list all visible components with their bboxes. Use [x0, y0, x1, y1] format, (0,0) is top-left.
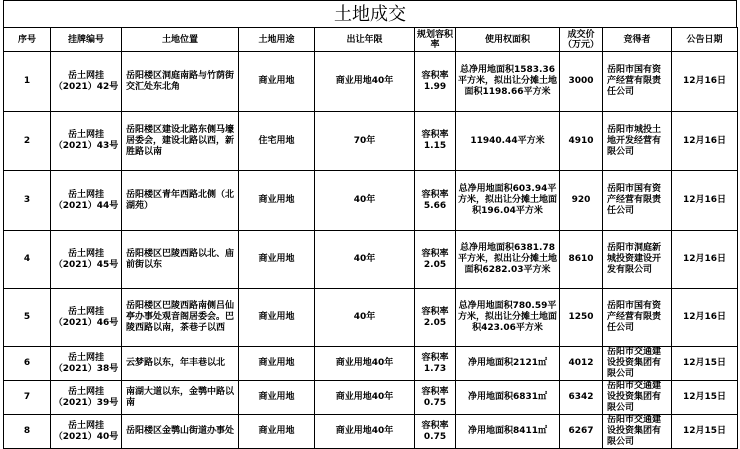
- cell-term: 商业用地40年: [315, 415, 415, 449]
- cell-use: 商业用地: [239, 347, 315, 381]
- cell-buyer: 岳阳市城投土地开发经营有限公司: [603, 112, 672, 171]
- cell-far: 容积率2.05: [415, 289, 456, 347]
- col-header-far: 规划容积率: [415, 28, 456, 52]
- col-header-price: 成交价（万元）: [560, 28, 603, 52]
- cell-location: 岳阳楼区巴陵西路南侧吕仙亭办事处观音阁居委会。巴陵西路以南，茶巷子以西: [122, 289, 239, 347]
- cell-listing-no: 岳土网挂（2021）45号: [51, 231, 122, 289]
- cell-date: 12月16日: [672, 112, 738, 171]
- cell-term: 商业用地40年: [315, 381, 415, 415]
- cell-price: 6267: [560, 415, 603, 449]
- cell-listing-no: 岳土网挂（2021）40号: [51, 415, 122, 449]
- col-header-index: 序号: [4, 28, 51, 52]
- cell-index: 2: [4, 112, 51, 171]
- cell-term: 商业用地40年: [315, 347, 415, 381]
- cell-buyer: 岳阳市国有资产经营有限责任公司: [603, 52, 672, 112]
- cell-far: 容积率1.15: [415, 112, 456, 171]
- cell-date: 12月16日: [672, 52, 738, 112]
- col-header-buyer: 竞得者: [603, 28, 672, 52]
- cell-term: 40年: [315, 289, 415, 347]
- cell-price: 4910: [560, 112, 603, 171]
- cell-date: 12月15日: [672, 415, 738, 449]
- cell-area: 11940.44平方米: [456, 112, 560, 171]
- cell-use: 住宅用地: [239, 112, 315, 171]
- cell-location: 岳阳楼区洞庭南路与竹荫街交汇处东北角: [122, 52, 239, 112]
- land-transaction-sheet: [3, 0, 737, 449]
- sheet-title: 土地成交: [3, 0, 737, 27]
- cell-date: 12月16日: [672, 171, 738, 231]
- cell-price: 4012: [560, 347, 603, 381]
- cell-listing-no: 岳土网挂（2021）39号: [51, 381, 122, 415]
- cell-listing-no: 岳土网挂（2021）42号: [51, 52, 122, 112]
- cell-location: 云梦路以东，年丰巷以北: [122, 347, 239, 381]
- cell-price: 920: [560, 171, 603, 231]
- table-row: [4, 347, 738, 381]
- cell-index: 4: [4, 231, 51, 289]
- cell-location: 岳阳楼区建设北路东侧马壕居委会，建设北路以西，新胜路以南: [122, 112, 239, 171]
- cell-far: 容积率0.75: [415, 415, 456, 449]
- col-header-use: 土地用途: [239, 28, 315, 52]
- cell-price: 6342: [560, 381, 603, 415]
- cell-area: 总净用地面积6381.78平方米，拟出让分摊土地面积6282.03平方米: [456, 231, 560, 289]
- cell-term: 70年: [315, 112, 415, 171]
- cell-area: 净用地面积8411㎡: [456, 415, 560, 449]
- cell-date: 12月16日: [672, 289, 738, 347]
- cell-use: 商业用地: [239, 289, 315, 347]
- table-row: [4, 171, 738, 231]
- table-row: [4, 289, 738, 347]
- cell-area: 总净用地面积603.94平方米，拟出让分摊土地面积196.04平方米: [456, 171, 560, 231]
- table-row: [4, 231, 738, 289]
- cell-location: 岳阳楼区金鹗山街道办事处: [122, 415, 239, 449]
- cell-index: 5: [4, 289, 51, 347]
- col-header-date: 公告日期: [672, 28, 738, 52]
- cell-far: 容积率0.75: [415, 381, 456, 415]
- cell-use: 商业用地: [239, 171, 315, 231]
- cell-date: 12月16日: [672, 231, 738, 289]
- cell-use: 商业用地: [239, 52, 315, 112]
- cell-index: 6: [4, 347, 51, 381]
- table-row: [4, 381, 738, 415]
- table-row: [4, 52, 738, 112]
- cell-use: 商业用地: [239, 415, 315, 449]
- cell-area: 总净用地面积780.59平方米，拟出让分摊土地面积423.06平方米: [456, 289, 560, 347]
- header-row: [4, 28, 738, 52]
- table-row: [4, 112, 738, 171]
- cell-price: 3000: [560, 52, 603, 112]
- cell-buyer: 岳阳市交通建设投资集团有限公司: [603, 381, 672, 415]
- cell-listing-no: 岳土网挂（2021）46号: [51, 289, 122, 347]
- cell-index: 1: [4, 52, 51, 112]
- cell-term: 40年: [315, 171, 415, 231]
- cell-buyer: 岳阳市交通建设投资集团有限公司: [603, 347, 672, 381]
- col-header-listing-no: 挂牌编号: [51, 28, 122, 52]
- cell-far: 容积率2.05: [415, 231, 456, 289]
- col-header-location: 土地位置: [122, 28, 239, 52]
- cell-index: 8: [4, 415, 51, 449]
- cell-buyer: 岳阳市洞庭新城投资建设开发有限公司: [603, 231, 672, 289]
- cell-buyer: 岳阳市国有资产经营有限责任公司: [603, 171, 672, 231]
- cell-index: 3: [4, 171, 51, 231]
- cell-use: 商业用地: [239, 231, 315, 289]
- cell-far: 容积率1.73: [415, 347, 456, 381]
- cell-use: 商业用地: [239, 381, 315, 415]
- col-header-term: 出让年限: [315, 28, 415, 52]
- cell-date: 12月15日: [672, 347, 738, 381]
- cell-listing-no: 岳土网挂（2021）38号: [51, 347, 122, 381]
- cell-term: 40年: [315, 231, 415, 289]
- cell-location: 南湖大道以东，金鹗中路以南: [122, 381, 239, 415]
- cell-listing-no: 岳土网挂（2021）43号: [51, 112, 122, 171]
- col-header-area: 使用权面积: [456, 28, 560, 52]
- cell-location: 岳阳楼区青年西路北侧（北湖苑）: [122, 171, 239, 231]
- transaction-table: [3, 27, 738, 449]
- cell-buyer: 岳阳市交通建设投资集团有限公司: [603, 415, 672, 449]
- cell-area: 净用地面积6831㎡: [456, 381, 560, 415]
- cell-buyer: 岳阳市国有资产经营有限责任公司: [603, 289, 672, 347]
- cell-far: 容积率1.99: [415, 52, 456, 112]
- cell-date: 12月15日: [672, 381, 738, 415]
- cell-location: 岳阳楼区巴陵西路以北、庙前街以东: [122, 231, 239, 289]
- cell-area: 净用地面积2121㎡: [456, 347, 560, 381]
- cell-term: 商业用地40年: [315, 52, 415, 112]
- cell-price: 8610: [560, 231, 603, 289]
- cell-far: 容积率5.66: [415, 171, 456, 231]
- table-row: [4, 415, 738, 449]
- cell-price: 1250: [560, 289, 603, 347]
- cell-area: 总净用地面积1583.36平方米，拟出让分摊土地面积1198.66平方米: [456, 52, 560, 112]
- cell-index: 7: [4, 381, 51, 415]
- cell-listing-no: 岳土网挂（2021）44号: [51, 171, 122, 231]
